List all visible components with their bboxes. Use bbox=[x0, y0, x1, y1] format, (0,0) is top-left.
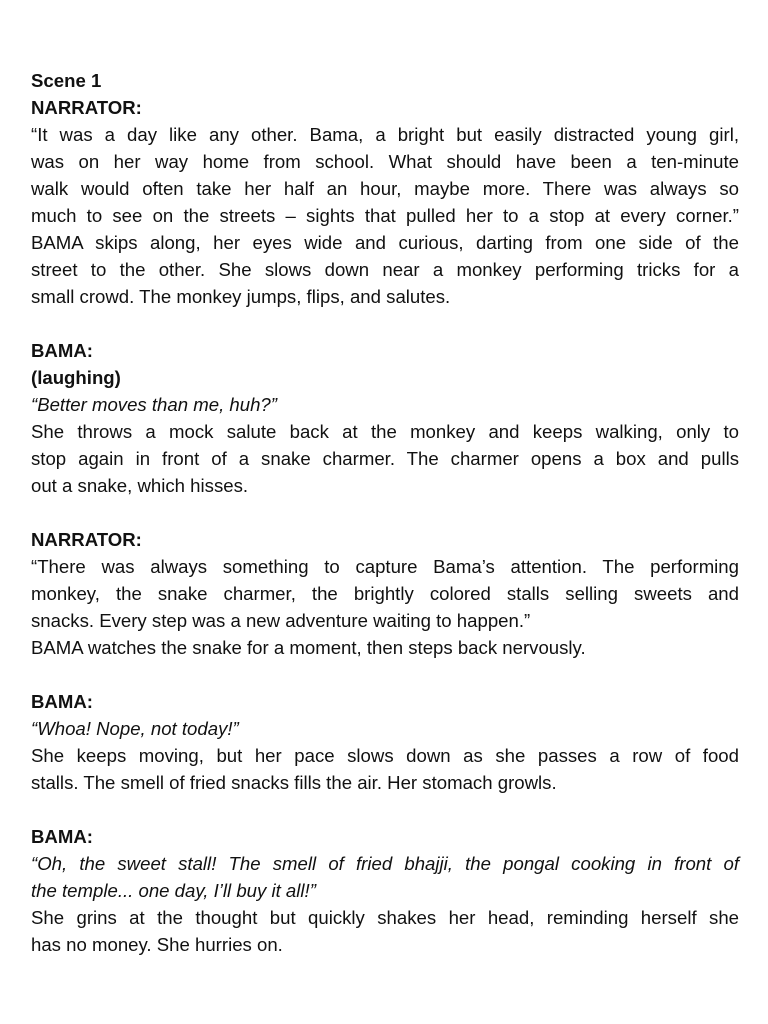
dialogue-line: monkey, the snake charmer, the brightly colored stalls selling sweets and bbox=[31, 583, 739, 604]
speaker-name: BAMA: bbox=[31, 691, 93, 712]
action-line: small crowd. The monkey jumps, flips, and salutes. bbox=[31, 286, 451, 307]
action-line: She throws a mock salute back at the monkey and keeps walking, only to bbox=[31, 421, 739, 442]
dialogue-line: “There was always something to capture Bama’s attention. The performing bbox=[31, 556, 739, 577]
dialogue-line: “Whoa! Nope, not today!” bbox=[31, 718, 239, 739]
dialogue-line: was on her way home from school. What should have been a ten-minute bbox=[31, 151, 739, 172]
dialogue-line: “Oh, the sweet stall! The smell of fried bhajji, the pongal cooking in front of bbox=[31, 853, 739, 874]
dialogue-line: “Better moves than me, huh?” bbox=[31, 394, 277, 415]
action-line: stalls. The smell of fried snacks fills the air. Her stomach growls. bbox=[31, 772, 557, 793]
action-line: street to the other. She slows down near a monkey performing tricks for a bbox=[31, 259, 739, 280]
script-block bbox=[31, 526, 739, 661]
script-block bbox=[31, 688, 739, 796]
speaker-name: NARRATOR: bbox=[31, 529, 142, 550]
dialogue-line: snacks. Every step was a new adventure waiting to happen.” bbox=[31, 610, 531, 631]
stage-direction: (laughing) bbox=[31, 367, 121, 388]
action-line: She grins at the thought but quickly shakes her head, reminding herself she bbox=[31, 907, 739, 928]
action-line: has no money. She hurries on. bbox=[31, 934, 283, 955]
action-line: stop again in front of a snake charmer. The charmer opens a box and pulls bbox=[31, 448, 739, 469]
dialogue-line: walk would often take her half an hour, maybe more. There was always so bbox=[31, 178, 739, 199]
dialogue-line: the temple... one day, I’ll buy it all!” bbox=[31, 880, 316, 901]
speaker-name: BAMA: bbox=[31, 340, 93, 361]
action-line: BAMA skips along, her eyes wide and curious, darting from one side of the bbox=[31, 232, 739, 253]
dialogue-line: “It was a day like any other. Bama, a bright but easily distracted young girl, bbox=[31, 124, 739, 145]
script-block bbox=[31, 823, 739, 958]
script-page bbox=[31, 67, 739, 958]
script-block bbox=[31, 337, 739, 499]
speaker-name: BAMA: bbox=[31, 826, 93, 847]
script-block bbox=[31, 94, 739, 310]
speaker-name: NARRATOR: bbox=[31, 97, 142, 118]
scene-title: Scene 1 bbox=[31, 70, 102, 91]
action-line: BAMA watches the snake for a moment, then steps back nervously. bbox=[31, 637, 586, 658]
action-line: She keeps moving, but her pace slows down as she passes a row of food bbox=[31, 745, 739, 766]
dialogue-line: much to see on the streets – sights that pulled her to a stop at every corner.” bbox=[31, 205, 739, 226]
action-line: out a snake, which hisses. bbox=[31, 475, 249, 496]
